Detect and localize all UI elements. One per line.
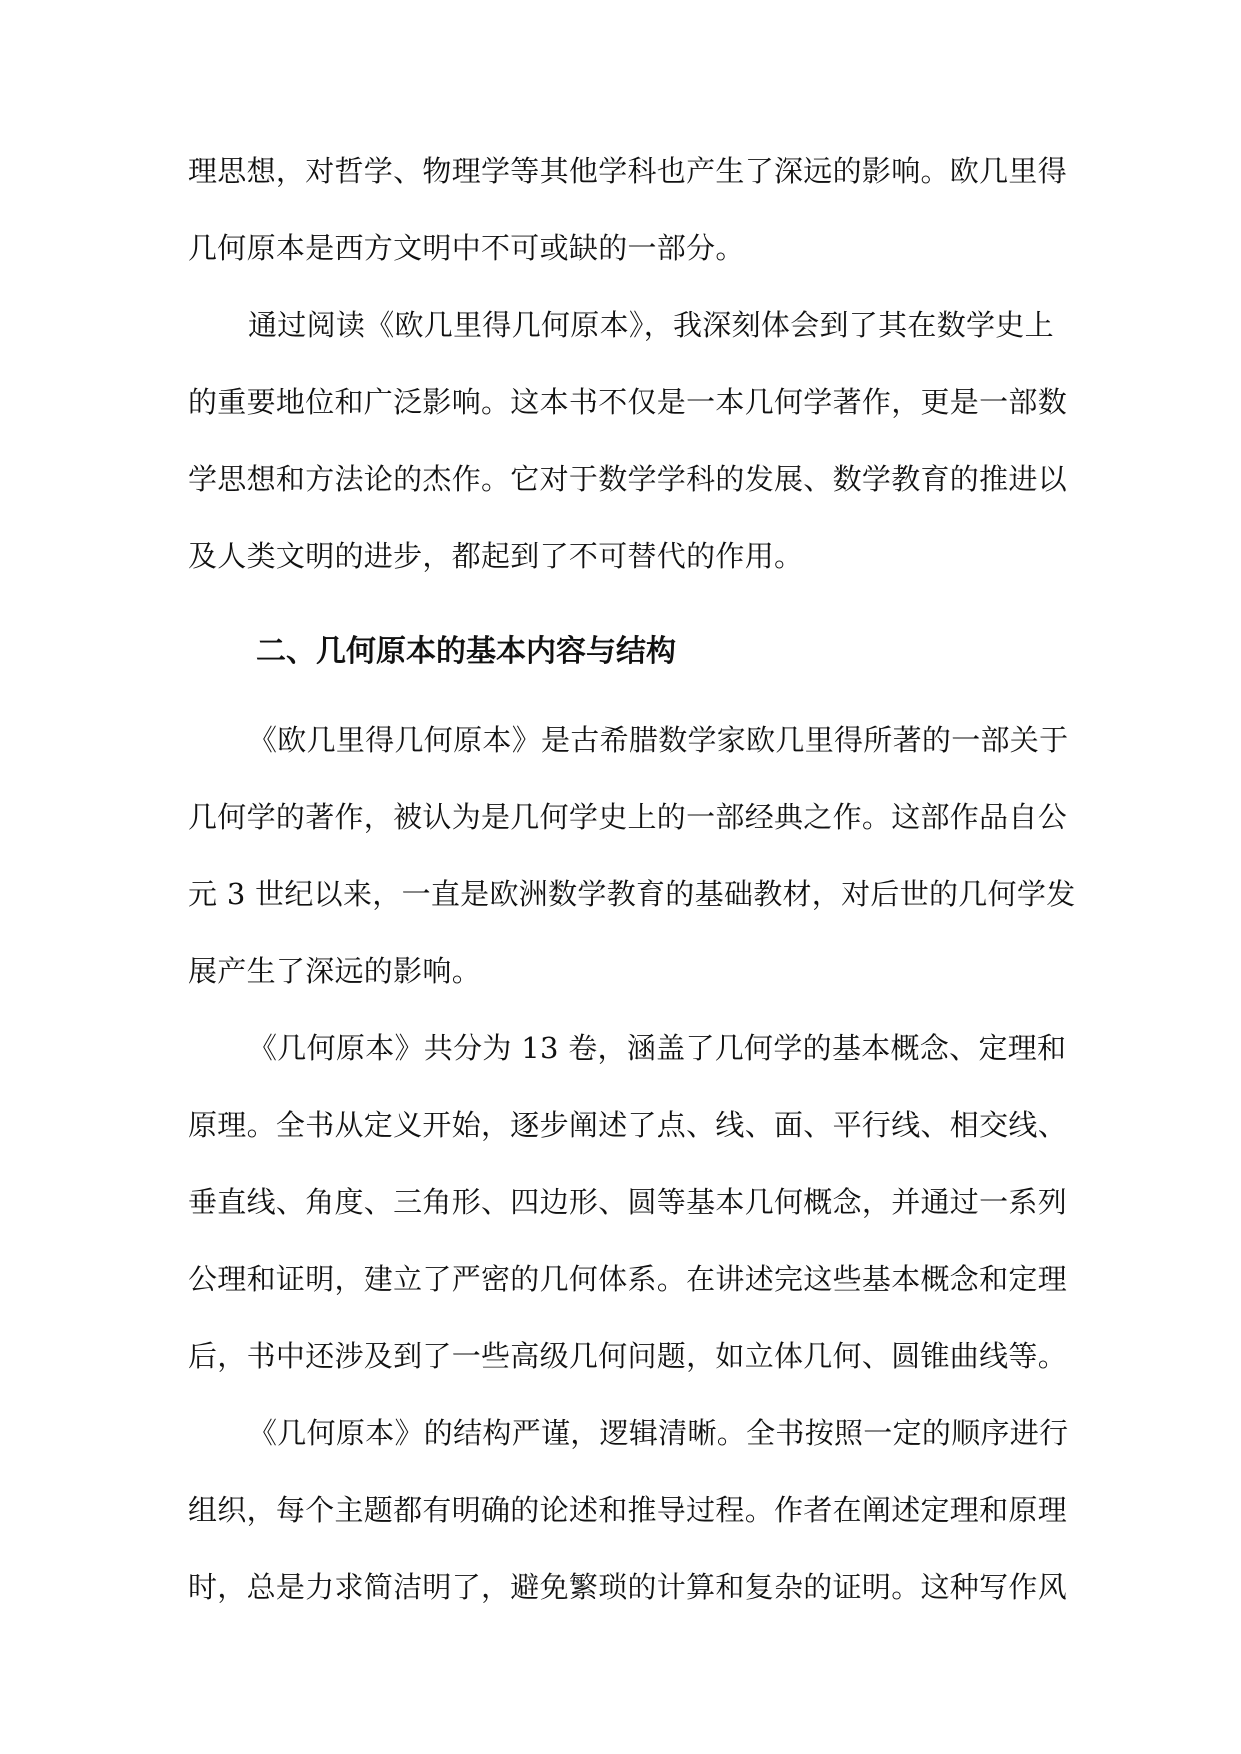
paragraph-line: 时，总是力求简洁明了，避免繁琐的计算和复杂的证明。这种写作风 <box>188 1570 1068 1604</box>
paragraph-line: 展产生了深远的影响。 <box>188 954 482 988</box>
paragraph-line: 元 3 世纪以来，一直是欧洲数学教育的基础教材，对后世的几何学发 <box>188 877 1076 911</box>
paragraph-line: 的重要地位和广泛影响。这本书不仅是一本几何学著作，更是一部数 <box>188 385 1068 419</box>
paragraph-line: 几何学的著作，被认为是几何学史上的一部经典之作。这部作品自公 <box>188 800 1068 834</box>
paragraph-line: 几何原本是西方文明中不可或缺的一部分。 <box>188 231 745 265</box>
paragraph-line: 及人类文明的进步，都起到了不可替代的作用。 <box>188 539 804 573</box>
paragraph-line: 后，书中还涉及到了一些高级几何问题，如立体几何、圆锥曲线等。 <box>188 1339 1068 1373</box>
paragraph-line: 《几何原本》的结构严谨，逻辑清晰。全书按照一定的顺序进行 <box>248 1416 1069 1450</box>
paragraph-line: 理思想，对哲学、物理学等其他学科也产生了深远的影响。欧几里得 <box>188 154 1068 188</box>
paragraph-line: 组织，每个主题都有明确的论述和推导过程。作者在阐述定理和原理 <box>188 1493 1068 1527</box>
paragraph-line: 公理和证明，建立了严密的几何体系。在讲述完这些基本概念和定理 <box>188 1262 1068 1296</box>
paragraph-line: 原理。全书从定义开始，逐步阐述了点、线、面、平行线、相交线、 <box>188 1108 1068 1142</box>
paragraph-line: 学思想和方法论的杰作。它对于数学学科的发展、数学教育的推进以 <box>188 462 1068 496</box>
paragraph-line: 通过阅读《欧几里得几何原本》，我深刻体会到了其在数学史上 <box>248 308 1054 342</box>
paragraph-line: 垂直线、角度、三角形、四边形、圆等基本几何概念，并通过一系列 <box>188 1185 1068 1219</box>
paragraph-line: 《几何原本》共分为 13 卷，涵盖了几何学的基本概念、定理和 <box>248 1031 1067 1065</box>
section-heading: 二、几何原本的基本内容与结构 <box>256 634 676 669</box>
paragraph-line: 《欧几里得几何原本》是古希腊数学家欧几里得所著的一部关于 <box>248 723 1069 757</box>
